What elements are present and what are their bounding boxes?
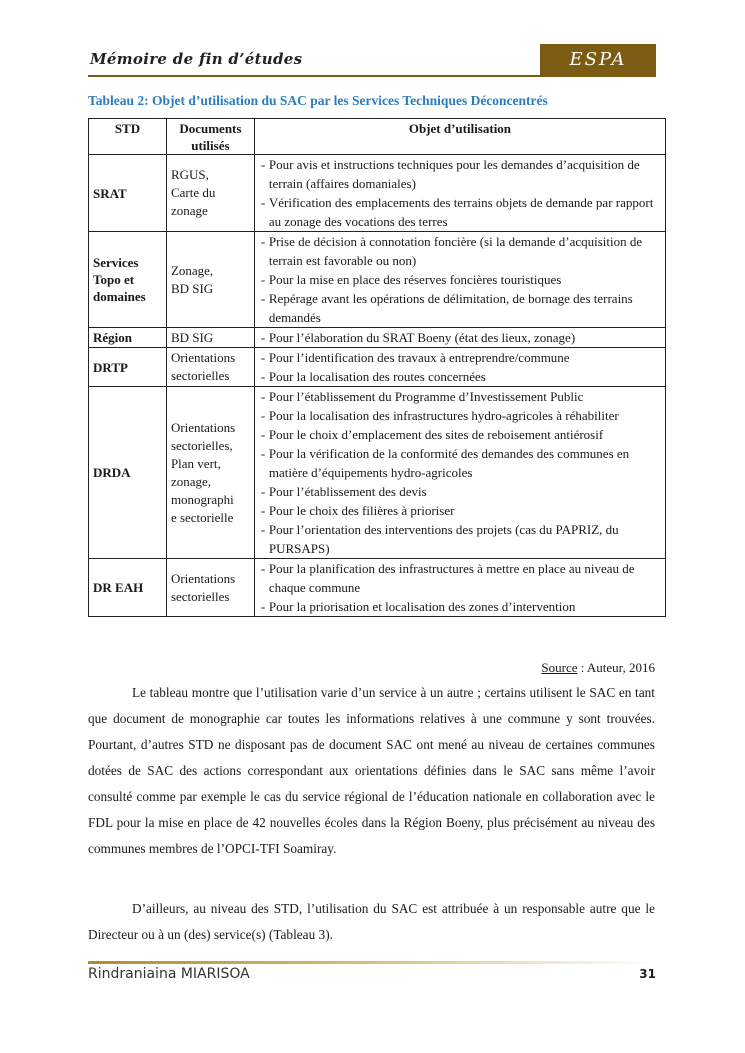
objet-item: - Pour la planification des infrastructures à mettre en place au niveau de chaque commune [259, 559, 661, 597]
column-header-std: STD [89, 119, 167, 155]
table-row [89, 559, 666, 617]
documents-cell [166, 348, 254, 387]
objet-item: - Pour l’établissement du Programme d’Investissement Public [259, 387, 661, 406]
std-cell: Services Topo et domaines [89, 232, 167, 328]
objet-item: - Pour la localisation des routes concernées [259, 367, 661, 386]
objet-item: - Pour le choix des filières à prioriser [259, 501, 661, 520]
table-row [89, 328, 666, 348]
document-line: BD SIG [170, 329, 214, 345]
std-cell: DRDA [89, 387, 167, 559]
std-cell: Région [89, 328, 167, 348]
objet-item: - Vérification des emplacements des terrains objets de demande par rapport au zonage des vocations des terres [259, 193, 661, 231]
document-line: Carte du [170, 185, 216, 200]
document-line: zonage, [170, 473, 211, 489]
objet-list [259, 155, 661, 231]
objet-cell [254, 232, 665, 328]
objet-item: - Pour l’établissement des devis [259, 482, 661, 501]
objet-item: - Repérage avant les opérations de délimitation, de bornage des terrains demandés [259, 289, 661, 327]
usage-table [88, 118, 666, 617]
page-number: 31 [639, 967, 656, 981]
objet-cell [254, 348, 665, 387]
objet-cell [254, 328, 665, 348]
paragraph-1: Le tableau montre que l’utilisation varie d’un service à un autre ; certains utilisent le SAC en tant que document de monographie car toutes les informations relatives à une commune y sont trouvées. Pourtant, d’autres STD ne disposant pas de document SAC ont mené au niveau de certaines communes dotées de SAC des actions correspondant aux orientations définies dans le SAC sans même l’avoir consulté comme par exemple le cas du service régional de l’éducation nationale en collaboration avec le FDL pour la mise en place de 42 nouvelles écoles dans la Région Boeny, plus précisément au niveau des communes membres de l’OPCI-TFI Soamiray. [88, 685, 655, 856]
paragraph-2: D’ailleurs, au niveau des STD, l’utilisation du SAC est attribuée à un responsable autre que le Directeur ou à un (des) service(s) (Tableau 3). [88, 901, 655, 942]
std-cell: DRTP [89, 348, 167, 387]
objet-item: - Pour l’élaboration du SRAT Boeny (état des lieux, zonage) [259, 328, 661, 347]
document-line: sectorielles, [170, 437, 233, 453]
header-badge: ESPA [540, 44, 656, 75]
objet-item: - Pour l’orientation des interventions des projets (cas du PAPRIZ, du PURSAPS) [259, 520, 661, 558]
footer-rule [88, 961, 656, 964]
documents-cell [166, 387, 254, 559]
objet-item: - Pour la vérification de la conformité des demandes des communes en matière d’équipements hydro-agricoles [259, 444, 661, 482]
document-line: zonage [170, 203, 208, 218]
source-label: Source [541, 660, 578, 675]
header-rule [88, 75, 656, 77]
document-line: RGUS, [170, 167, 209, 182]
document-line: Orientations [170, 570, 236, 586]
objet-item: - Pour la priorisation et localisation des zones d’intervention [259, 597, 661, 616]
document-line: Orientations [170, 350, 236, 365]
objet-list [259, 328, 661, 347]
objet-item: - Pour avis et instructions techniques pour les demandes d’acquisition de terrain (affaires domaniales) [259, 155, 661, 193]
objet-item: - Pour le choix d’emplacement des sites de reboisement antiérosif [259, 425, 661, 444]
objet-item: - Pour la mise en place des réserves foncières touristiques [259, 270, 661, 289]
objet-cell [254, 387, 665, 559]
document-line: BD SIG [170, 280, 214, 296]
objet-item: - Pour la localisation des infrastructures hydro-agricoles à réhabiliter [259, 406, 661, 425]
document-line: sectorielles [170, 368, 230, 383]
header-title: Mémoire de fin d’études [90, 50, 303, 68]
objet-cell [254, 155, 665, 232]
footer-author: Rindraniaina MIARISOA [88, 966, 250, 982]
document-line: monographi [170, 491, 234, 507]
table-source [88, 660, 655, 676]
objet-list [259, 232, 661, 327]
table-row [89, 155, 666, 232]
std-cell: SRAT [89, 155, 167, 232]
column-header-documents: Documents utilisés [166, 119, 254, 155]
documents-cell [166, 232, 254, 328]
table-header-row [89, 119, 666, 155]
document-line: sectorielles [170, 588, 230, 604]
column-header-objet: Objet d’utilisation [254, 119, 665, 155]
std-cell: DR EAH [89, 559, 167, 617]
objet-list [259, 387, 661, 558]
documents-cell [166, 155, 254, 232]
document-line: e sectorielle [170, 509, 234, 525]
page-header [88, 44, 656, 76]
table-row [89, 387, 666, 559]
objet-item: - Pour l’identification des travaux à entreprendre/commune [259, 348, 661, 367]
objet-list [259, 559, 661, 616]
table-caption: Tableau 2: Objet d’utilisation du SAC par les Services Techniques Déconcentrés [88, 93, 548, 108]
documents-cell [166, 328, 254, 348]
objet-list [259, 348, 661, 386]
table-row [89, 348, 666, 387]
document-line: Plan vert, [170, 455, 221, 471]
table-row [89, 232, 666, 328]
objet-item: - Prise de décision à connotation foncière (si la demande d’acquisition de terrain est favorable ou non) [259, 232, 661, 270]
objet-cell [254, 559, 665, 617]
document-line: Orientations [170, 419, 236, 435]
documents-cell [166, 559, 254, 617]
document-line: Zonage, [170, 262, 214, 278]
source-text: : Auteur, 2016 [577, 660, 655, 675]
